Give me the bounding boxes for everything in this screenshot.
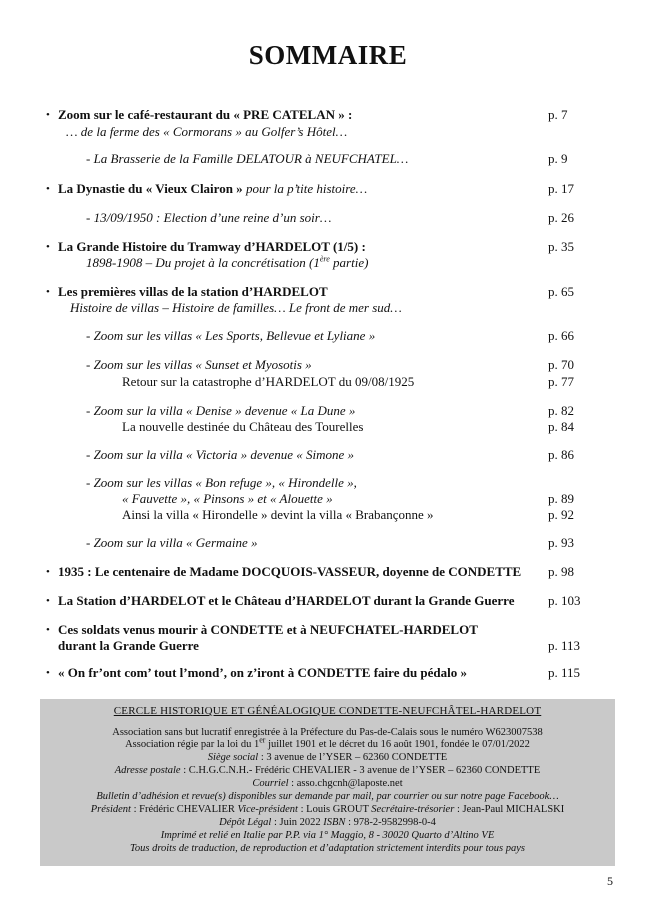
toc-entry-text <box>122 418 363 436</box>
toc-entry <box>0 327 656 345</box>
toc-page-ref: p. 26 <box>548 210 574 225</box>
toc-page-ref: p. 115 <box>548 665 581 680</box>
toc-entry <box>0 373 656 391</box>
text-fragment: : Juin 2022 <box>271 817 324 828</box>
text-fragment: : Jean-Paul MICHALSKI <box>454 804 565 815</box>
text-fragment: Retour sur la catastrophe d’HARDELOT du 09/08/1925 <box>122 374 415 389</box>
toc-entry <box>0 563 656 581</box>
text-fragment: Les premières villas de la station d’HARDELOT <box>58 284 328 299</box>
toc-entry <box>0 209 656 227</box>
text-fragment: durant la Grande Guerre <box>58 638 199 653</box>
toc-page-ref: p. 84 <box>548 419 574 434</box>
text-fragment: ISBN <box>323 817 346 828</box>
bullet-icon: • <box>46 595 50 607</box>
toc-entry <box>0 106 656 124</box>
association-name: CERCLE HISTORIQUE ET GÉNÉALOGIQUE CONDETTE-NEUFCHÂTEL-HARDELOT <box>113 705 542 717</box>
toc-entry <box>0 664 656 682</box>
text-fragment: « On fr’ont com’ tout l’mond’, on z’iront à CONDETTE faire du pédalo » <box>58 665 468 680</box>
text-fragment: - Zoom sur les villas « Les Sports, Bellevue et Lyliane » <box>86 328 376 343</box>
text-fragment: Président <box>90 804 131 815</box>
text-fragment: : C.H.G.C.N.H.- Frédéric CHEVALIER - 3 avenue de l’YSER – 62360 CONDETTE <box>180 765 541 776</box>
toc-page-ref: p. 9 <box>548 151 568 166</box>
text-fragment: : 978-2-9582998-0-4 <box>345 817 436 828</box>
toc-entry <box>0 592 656 610</box>
text-fragment: er <box>259 735 266 745</box>
text-fragment: 1898-1908 – Du projet à la concrétisation (1 <box>86 255 320 270</box>
text-fragment: : asso.chgcnh@laposte.net <box>288 778 403 789</box>
toc-entry <box>0 150 656 168</box>
text-fragment: Tous droits de traduction, de reproduction et d’adaptation strictement interdits pour tous pays <box>129 843 525 854</box>
toc-entry-text <box>86 356 312 374</box>
bullet-icon: • <box>46 183 50 195</box>
text-fragment: : Louis GROUT <box>297 804 372 815</box>
text-fragment: Imprimé et relié en Italie par P.P. via 1° Maggio, 8 - 30020 Quarto d’Altino VE <box>160 830 495 841</box>
text-fragment: Vice-président <box>237 804 298 815</box>
association-info-line <box>40 791 615 803</box>
toc-page-ref: p. 35 <box>548 239 574 254</box>
toc-entry-text <box>86 254 368 272</box>
text-fragment: Histoire de villas – Histoire de familles… Le front de mer sud… <box>70 300 402 315</box>
toc-page-ref: p. 103 <box>548 593 581 608</box>
toc-entry-text <box>86 446 354 464</box>
toc-entry-text <box>58 664 467 682</box>
toc-page-ref: p. 65 <box>548 284 574 299</box>
text-fragment: La Grande Histoire du Tramway d’HARDELOT (1/5) : <box>58 239 366 254</box>
association-info-line <box>40 727 615 739</box>
toc-page-ref: p. 89 <box>548 491 574 506</box>
toc-entry-text <box>86 150 408 168</box>
toc-entry <box>0 180 656 198</box>
bullet-icon: • <box>46 241 50 253</box>
text-fragment: Secrétaire-trésorier <box>371 804 455 815</box>
bullet-icon: • <box>46 624 50 636</box>
text-fragment: : 3 avenue de l’YSER – 62360 CONDETTE <box>258 752 448 763</box>
text-fragment: Association sans but lucratif enregistrée à la Préfecture du Pas-de-Calais sous le numéro W623007538 <box>112 727 543 738</box>
toc-entry <box>0 123 656 141</box>
association-info-line <box>40 830 615 842</box>
toc-page-ref: p. 113 <box>548 638 581 653</box>
text-fragment: 1935 : Le centenaire de Madame DOCQUOIS-VASSEUR, doyenne de CONDETTE <box>58 564 522 579</box>
toc-entry-text <box>58 180 367 198</box>
toc-page-ref: p. 92 <box>548 507 574 522</box>
text-fragment: La Dynastie du « Vieux Clairon » <box>58 181 246 196</box>
text-fragment: Courriel <box>252 778 289 789</box>
toc-entry-text <box>86 209 331 227</box>
association-info-line <box>40 804 615 816</box>
text-fragment: - Zoom sur la villa « Denise » devenue « La Dune » <box>86 403 356 418</box>
text-fragment: - Zoom sur la villa « Germaine » <box>86 535 258 550</box>
text-fragment: - Zoom sur la villa « Victoria » devenue « Simone » <box>86 447 355 462</box>
text-fragment: Bulletin d’adhésion et revue(s) disponibles sur demande par mail, par courrier ou sur notre page Facebook… <box>96 791 559 802</box>
text-fragment: Adresse postale <box>114 765 181 776</box>
text-fragment: Dépôt Légal <box>219 817 272 828</box>
toc-entry-text <box>86 534 258 552</box>
toc-page-ref: p. 70 <box>548 357 574 372</box>
toc-entry-text <box>122 506 434 524</box>
toc-entry-text <box>58 563 521 581</box>
association-info-line <box>40 735 615 751</box>
association-info-line <box>40 752 615 764</box>
text-fragment: - Zoom sur les villas « Sunset et Myosotis » <box>86 357 312 372</box>
toc-page-ref: p. 98 <box>548 564 574 579</box>
association-info-line <box>40 843 615 855</box>
toc-entry-text <box>66 123 347 141</box>
toc-page-ref: p. 82 <box>548 403 574 418</box>
toc-entry-text <box>58 637 199 655</box>
bullet-icon: • <box>46 286 50 298</box>
text-fragment: Ces soldats venus mourir à CONDETTE et à NEUFCHATEL-HARDELOT <box>58 622 478 637</box>
bullet-icon: • <box>46 566 50 578</box>
association-info-line <box>40 778 615 790</box>
toc-entry-text <box>58 592 514 610</box>
toc-entry <box>0 299 656 317</box>
text-fragment: La Station d’HARDELOT et le Château d’HARDELOT durant la Grande Guerre <box>58 593 515 608</box>
toc-entry <box>0 534 656 552</box>
page-number: 5 <box>607 874 613 888</box>
association-info-line <box>40 817 615 829</box>
bullet-icon: • <box>46 109 50 121</box>
text-fragment: : Frédéric CHEVALIER <box>130 804 238 815</box>
page-title: SOMMAIRE <box>248 40 408 70</box>
association-info-box <box>40 699 615 866</box>
text-fragment: Zoom sur le café-restaurant du « PRE CATELAN » : <box>58 107 353 122</box>
text-fragment: partie) <box>329 255 369 270</box>
toc-entry <box>0 637 656 655</box>
toc-page-ref: p. 77 <box>548 374 574 389</box>
text-fragment: - La Brasserie de la Famille DELATOUR à NEUFCHATEL… <box>86 151 409 166</box>
toc-page-ref: p. 7 <box>548 107 568 122</box>
toc-entry <box>0 254 656 272</box>
toc-page-ref: p. 17 <box>548 181 574 196</box>
text-fragment: ère <box>319 254 330 264</box>
text-fragment: La nouvelle destinée du Château des Tourelles <box>122 419 364 434</box>
bullet-icon: • <box>46 667 50 679</box>
text-fragment: Association régie par la loi du 1 <box>125 739 260 750</box>
toc-page-ref: p. 93 <box>548 535 574 550</box>
text-fragment: … de la ferme des « Cormorans » au Golfer’s Hôtel… <box>66 124 348 139</box>
text-fragment: Ainsi la villa « Hirondelle » devint la villa « Brabançonne » <box>122 507 434 522</box>
toc-page-ref: p. 86 <box>548 447 574 462</box>
text-fragment: - Zoom sur les villas « Bon refuge », « Hirondelle », <box>86 475 357 490</box>
text-fragment: pour la p’tite histoire… <box>245 181 368 196</box>
text-fragment: - 13/09/1950 : Election d’une reine d’un soir… <box>86 210 332 225</box>
toc-entry-text <box>86 327 375 345</box>
toc-entry <box>0 356 656 374</box>
association-info-line <box>40 765 615 777</box>
toc-entry <box>0 506 656 524</box>
toc-entry-text <box>122 373 414 391</box>
toc-page-ref: p. 66 <box>548 328 574 343</box>
toc-entry <box>0 446 656 464</box>
toc-entry-text <box>58 106 352 124</box>
toc-entry-text <box>70 299 402 317</box>
toc-entry <box>0 418 656 436</box>
text-fragment: « Fauvette », « Pinsons » et « Alouette » <box>122 491 333 506</box>
text-fragment: Siège social <box>207 752 259 763</box>
text-fragment: juillet 1901 et le décret du 16 août 1901, fondée le 07/01/2022 <box>265 739 530 750</box>
